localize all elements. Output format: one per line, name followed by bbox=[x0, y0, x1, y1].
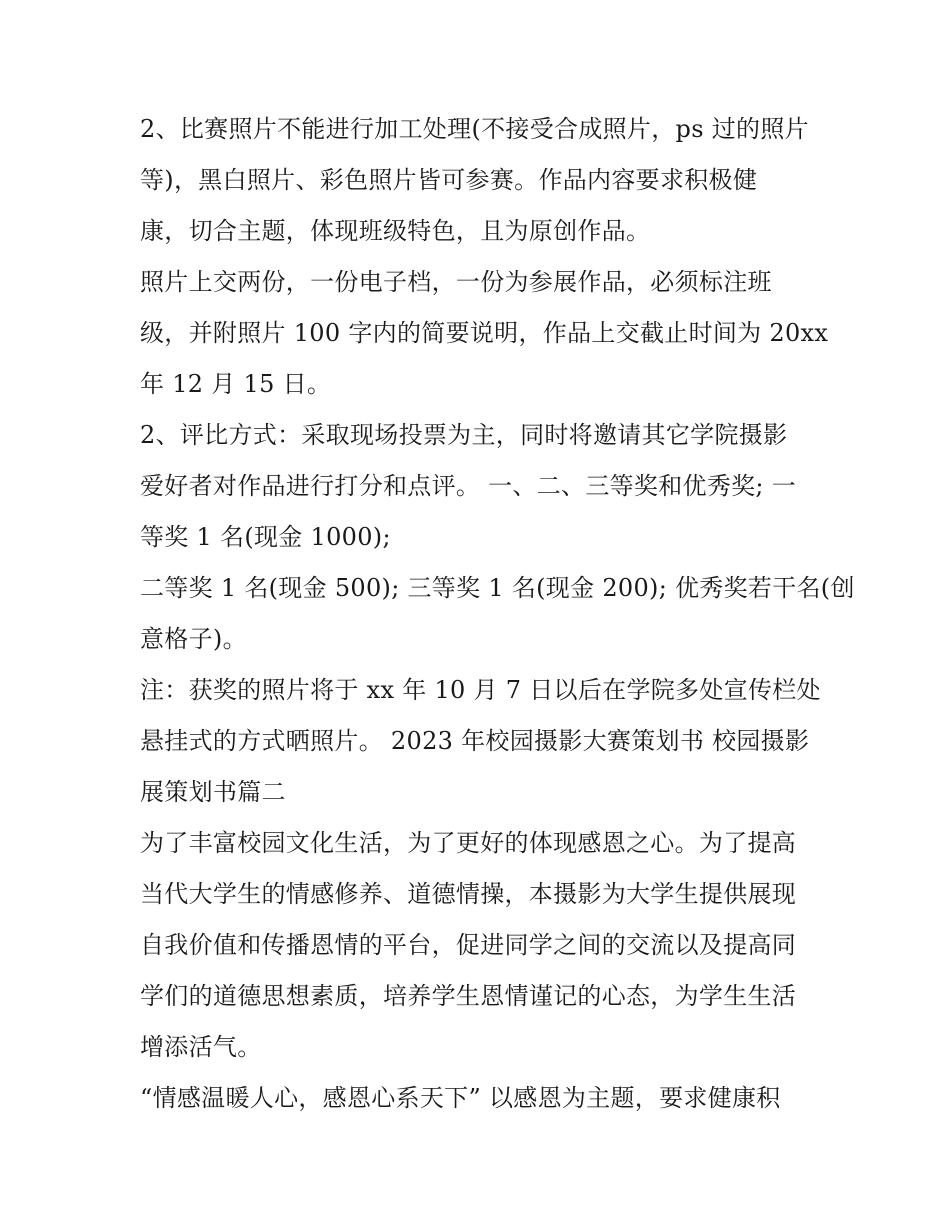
text-line: 自我价值和传播恩情的平台，促进同学之间的交流以及提高同 bbox=[140, 931, 797, 959]
text-line: “情感温暖人心，感恩心系天下” 以感恩为主题，要求健康积 bbox=[140, 1084, 781, 1112]
text-line: 悬挂式的方式晒照片。 2023 年校园摄影大赛策划书 校园摄影 bbox=[140, 727, 810, 755]
text-line: 意格子)。 bbox=[140, 625, 247, 653]
text-line: 等奖 1 名(现金 1000); bbox=[140, 523, 391, 551]
text-line: 年 12 月 15 日。 bbox=[140, 370, 332, 398]
text-line: 为了丰富校园文化生活，为了更好的体现感恩之心。为了提高 bbox=[140, 829, 797, 857]
text-line: 康，切合主题，体现班级特色，且为原创作品。 bbox=[140, 217, 651, 245]
text-line: 照片上交两份，一份电子档，一份为参展作品，必须标注班 bbox=[140, 268, 772, 296]
text-line: 等)，黑白照片、彩色照片皆可参赛。作品内容要求积极健 bbox=[140, 166, 758, 194]
text-line: 增添活气。 bbox=[140, 1033, 262, 1061]
text-line: 展策划书篇二 bbox=[140, 778, 286, 806]
document-body bbox=[140, 104, 855, 1124]
text-line: 学们的道德思想素质，培养学生恩情谨记的心态，为学生生活 bbox=[140, 982, 797, 1010]
text-line: 当代大学生的情感修养、道德情操，本摄影为大学生提供展现 bbox=[140, 880, 797, 908]
text-line: 2、评比方式：采取现场投票为主，同时将邀请其它学院摄影 bbox=[140, 421, 788, 449]
text-line: 二等奖 1 名(现金 500); 三等奖 1 名(现金 200); 优秀奖若干名(创 bbox=[140, 574, 855, 602]
text-line: 爱好者对作品进行打分和点评。 一、二、三等奖和优秀奖; 一 bbox=[140, 472, 797, 500]
text-line: 级，并附照片 100 字内的简要说明，作品上交截止时间为 20xx bbox=[140, 319, 829, 347]
text-line: 2、比赛照片不能进行加工处理(不接受合成照片，ps 过的照片 bbox=[140, 115, 809, 143]
text-line: 注：获奖的照片将于 xx 年 10 月 7 日以后在学院多处宣传栏处 bbox=[140, 676, 821, 704]
